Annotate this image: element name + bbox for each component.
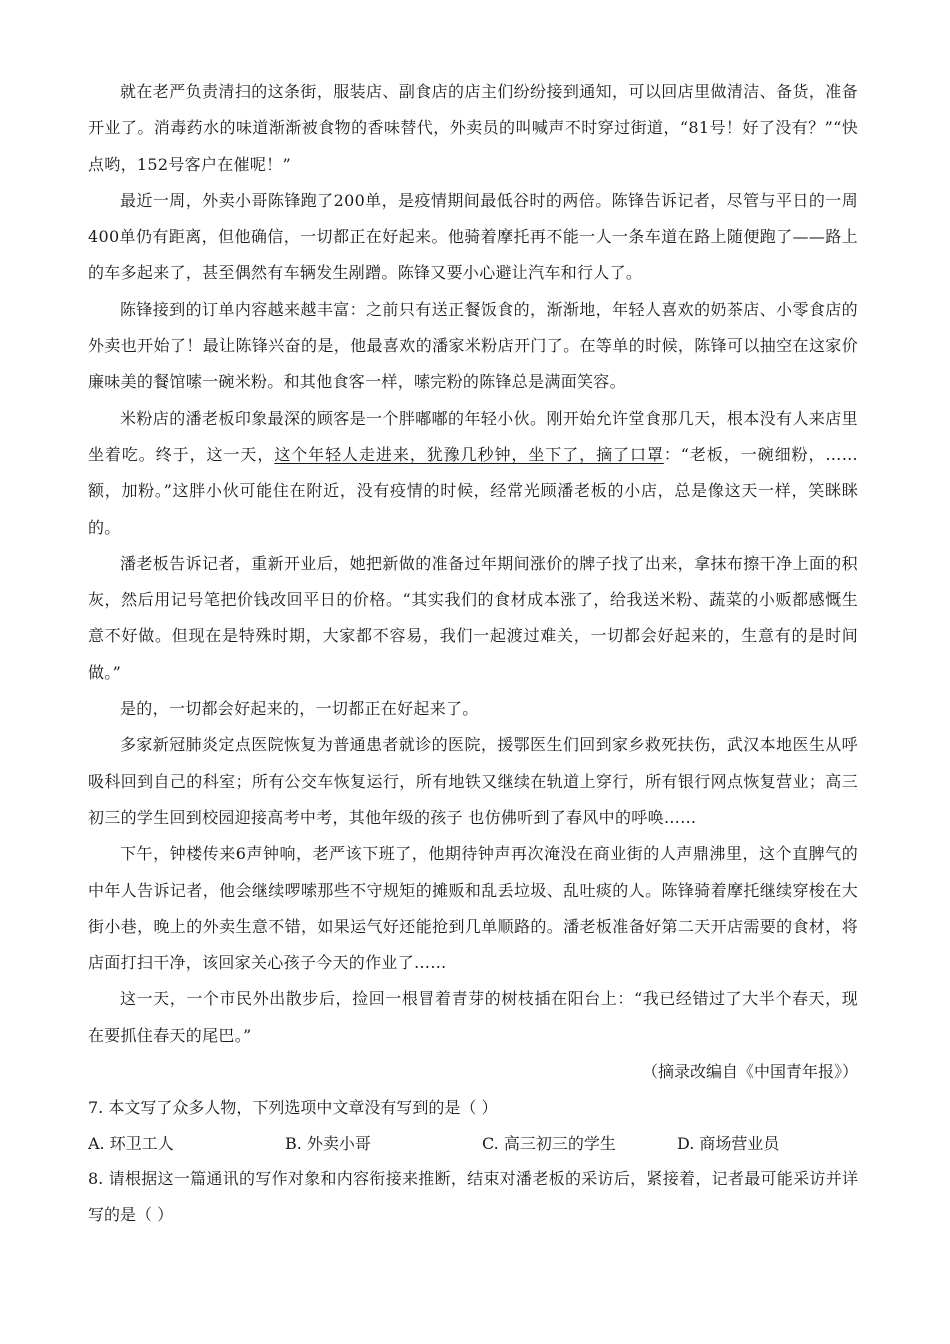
paragraph-9: 这一天，一个市民外出散步后，捡回一根冒着青芽的树枝插在阳台上：“我已经错过了大半个春天，现在要抓住春天的尾巴。” — [88, 989, 858, 1045]
paragraph-1: 就在老严负责清扫的这条街，服装店、副食店的店主们纷纷接到通知，可以回店里做清洁、备货，准备开业了。消毒药水的味道渐渐被食物的香味替代，外卖员的叫喊声不时穿过街道，“81号！好了没有？”“快点哟，152号客户在催呢！” — [88, 82, 858, 174]
paragraph-6: 是的，一切都会好起来的，一切都正在好起来了。 — [120, 699, 479, 719]
paragraph-8: 下午，钟楼传来6声钟响，老严该下班了，他期待钟声再次淹没在商业街的人声鼎沸里，这个直脾气的中年人告诉记者，他会继续啰嗦那些不守规矩的摊贩和乱丢垃圾、乱吐痰的人。陈锋骑着摩托继续穿梭在大街小巷，晚上的外卖生意不错，如果运气好还能抢到几单顺路的。潘老板准备好第二天开店需要的食材，将店面打扫干净，该回家关心孩子今天的作业了…… — [88, 844, 858, 973]
article-body — [88, 74, 858, 1233]
paragraph-3: 陈锋接到的订单内容越来越丰富：之前只有送正餐饭食的，渐渐地，年轻人喜欢的奶茶店、小零食店的外卖也开始了！最让陈锋兴奋的是，他最喜欢的潘家米粉店开门了。在等单的时候，陈锋可以抽空在这家价廉味美的餐馆嗦一碗米粉。和其他食客一样，嗦完粉的陈锋总是满面笑容。 — [88, 299, 858, 392]
option-d: D. 商场营业员 — [677, 1133, 780, 1153]
paragraph-7: 多家新冠肺炎定点医院恢复为普通患者就诊的医院，援鄂医生们回到家乡救死扶伤，武汉本地医生从呼吸科回到自己的科室；所有公交车恢复运行，所有地铁又继续在轨道上穿行，所有银行网点恢复营业；高三初三的学生回到校园迎接高考中考，其他年级的孩子 也仿佛听到了春风中的呼唤…… — [88, 735, 858, 827]
paragraph-4 — [88, 401, 858, 546]
paragraph-4-after: ：“老板，一碗细粉，……额，加粉。”这胖小伙可能住在附近，没有疫情的时候，经常光顾潘老板的小店，总是像这天一样，笑眯眯的。 — [88, 444, 859, 537]
option-c: C. 高三初三的学生 — [482, 1133, 616, 1153]
underlined-sentence: 这个年轻人走进来，犹豫几秒钟，坐下了，摘了口罩 — [274, 444, 664, 464]
paragraph-5: 潘老板告诉记者，重新开业后，她把新做的准备过年期间涨价的牌子找了出来，拿抹布擦干净上面的积灰，然后用记号笔把价钱改回平日的价格。“其实我们的食材成本涨了，给我送米粉、蔬菜的小贩都感慨生意不好做。但现在是特殊时期，大家都不容易，我们一起渡过难关，一切都会好起来的，生意有的是时间做。” — [88, 553, 858, 682]
paragraph-2: 最近一周，外卖小哥陈锋跑了200单，是疫情期间最低谷时的两倍。陈锋告诉记者，尽管与平日的一周400单仍有距离，但他确信，一切都正在好起来。他骑着摩托再不能一人一条车道在路上随便跑了——路上的车多起来了，甚至偶然有车辆发生剐蹭。陈锋又要小心避让汽车和行人了。 — [88, 190, 858, 283]
paragraph-4-before: 米粉店的潘老板印象最深的顾客是一个胖嘟嘟的年轻小伙。刚开始允许堂食那几天，根本没有人来店里坐着吃。终于，这一天， — [88, 408, 858, 464]
option-a: A. 环卫工人 — [88, 1133, 174, 1153]
question-7-options — [88, 1127, 858, 1161]
source-citation: （摘录改编自《中国青年报》） — [641, 1062, 858, 1082]
question-7-stem: 7. 本文写了众多人物，下列选项中文章没有写到的是（ ） — [88, 1098, 498, 1118]
option-b: B. 外卖小哥 — [285, 1133, 371, 1153]
question-8-stem: 8. 请根据这一篇通讯的写作对象和内容衔接来推断，结束对潘老板的采访后，紧接着，记者最可能采访并详写的是（ ） — [88, 1168, 858, 1224]
